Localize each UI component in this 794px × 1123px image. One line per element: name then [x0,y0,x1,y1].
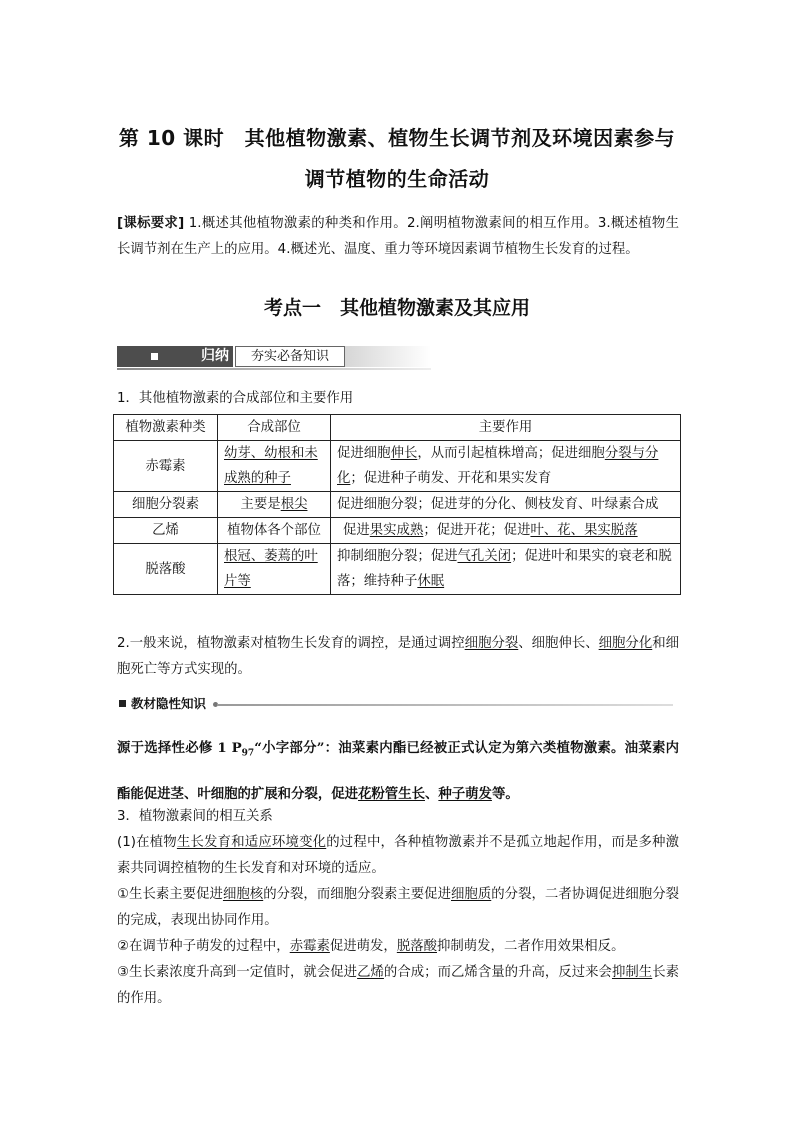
text-run: ；促进种子萌发、开花和果实发育 [350,471,552,486]
summary-sublabel: 夯实必备知识 [235,346,345,367]
hidden-knowledge-label: 教材隐性知识 [131,696,207,711]
site-prefix: 主要是 [240,497,281,512]
requirement-text: 1.概述其他植物激素的种类和作用。2.阐明植物激素间的相互作用。3.概述植物生长调节剂在生产上的应用。4.概述光、温度、重力等环境因素调节植物生长发育的过程。 [117,216,679,257]
hormone-name: 乙烯 [114,518,218,544]
site-text: 根尖 [280,497,308,512]
square-bullet-icon [119,700,126,707]
hormone-site [218,544,331,595]
hormone-name: 细胞分裂素 [114,492,218,518]
text-run: 长素的作用。 [117,965,680,1006]
text-run: 促进萌发， [329,939,397,954]
text-run: 等。 [491,785,519,802]
underlined-term: 生长发育和适应环境变化 [176,835,327,850]
hormone-function [331,441,681,492]
text-run: ①生长素主要促进 [117,887,223,902]
underlined-term: 脱落酸 [396,939,437,954]
text-run: ③生长素浓度升高到一定值时，就会促进 [117,965,358,980]
hidden-knowledge-banner [117,694,679,714]
page-title-line2: 调节植物的生命活动 [304,167,490,191]
text-run: 促进细胞 [337,446,391,461]
text-run: 的过程中，各种植物激素并不是孤立地起作用，而是多种激素共同调控植物的生长发育和对环境的适应。 [117,835,680,876]
underlined-term: 细胞分化 [598,636,653,651]
text-run: 源于选择性必修 1 P [117,740,242,756]
summary-label: 归纳 [201,348,229,364]
square-bullet-icon [151,353,158,360]
underlined-term: 细胞核 [222,887,264,902]
hormone-name: 脱落酸 [114,544,218,595]
underlined-term: 抑制生 [611,965,653,980]
summary-banner [117,346,431,370]
text-run: 抑制细胞分裂；促进 [337,549,458,564]
underlined-term: 气孔关闭 [457,549,512,564]
requirement-tag: [课标要求] [117,216,185,231]
curriculum-requirement [117,211,679,263]
text-run: ；促进开花；促进 [423,523,531,538]
text-run: “小字部分”：油菜素内酯已经被正式认定为第六类植物激素。油菜素内酯能促进茎、叶细胞的扩展和分裂，促进 [117,740,679,802]
hormone-function [331,544,681,595]
text-run: 的分裂，而细胞分裂素主要促进 [263,887,451,902]
hormone-site [218,492,331,518]
banner-rule [217,704,673,706]
table-header: 合成部位 [218,415,331,441]
para3-line [117,882,679,934]
underlined-term: 叶、花、果实脱落 [530,523,638,538]
hormone-name: 赤霉素 [114,441,218,492]
page-title-line1: 第 10 课时 其他植物激素、植物生长调节剂及环境因素参与 [118,126,676,150]
text-run: 和细胞死亡等方式实现的。 [117,636,680,677]
table-header: 植物激素种类 [114,415,218,441]
text-run: ，从而引起植株增高；促进细胞 [417,446,605,461]
para3-line [117,960,679,1012]
hormone-site [218,441,331,492]
table-row [114,544,681,595]
text-run: (1)在植物 [117,835,177,850]
underlined-term: 花粉管生长 [358,785,425,802]
para3-line [117,830,679,882]
text-run: 、 [424,785,439,802]
paragraph-3 [117,804,679,1012]
hidden-knowledge-text [117,728,679,814]
heading-3: 3．植物激素间的相互关系 [117,809,273,824]
underlined-term: 细胞质 [451,887,492,902]
text-run: 促进 [343,523,370,538]
underlined-term: 休眠 [417,574,445,589]
summary-label-box [117,346,233,367]
underlined-term: 乙烯 [357,965,384,980]
text-run: ；促进叶和果实的衰老和脱落；维持种子 [337,549,672,589]
hormone-function [331,492,681,518]
text-run: 2.一般来说，植物激素对植物生长发育的调控，是通过调控 [117,636,465,651]
heading-1: 1．其他植物激素的合成部位和主要作用 [117,391,354,406]
hormone-function [331,518,681,544]
para3-line [117,934,679,960]
underlined-term: 细胞分裂 [464,636,519,651]
underlined-term: 伸长 [390,446,418,461]
hormone-site: 植物体各个部位 [218,518,331,544]
site-text: 幼芽、幼根和未成熟的种子 [224,446,318,486]
underlined-term: 果实成熟 [369,523,424,538]
underlined-term: 分裂与分化 [337,446,659,486]
text-run: 的分裂，二者协调促进细胞分裂的完成，表现出协同作用。 [117,887,680,928]
table-header: 主要作用 [331,415,681,441]
table-row [114,518,681,544]
text-run: 促进细胞分裂；促进芽的分化、侧枝发育、叶绿素合成 [337,497,659,512]
table-header-row [114,415,681,441]
hormone-table [113,414,681,595]
site-text: 根冠、萎蔫的叶片等 [224,549,318,589]
banner-shade [345,346,431,367]
text-run: 的合成；而乙烯含量的升高，反过来会 [383,965,612,980]
text-run: 97 [241,748,255,759]
underlined-term: 种子萌发 [438,785,492,802]
table-row [114,492,681,518]
banner-underline [117,368,431,370]
underlined-term: 赤霉素 [289,939,330,954]
paragraph-2 [117,631,679,683]
text-run: 抑制萌发，二者作用效果相反。 [437,939,625,954]
section-title: 考点一 其他植物激素及其应用 [263,297,530,319]
table-row [114,441,681,492]
text-run: 、细胞伸长、 [518,636,599,651]
text-run: ②在调节种子萌发的过程中， [117,939,290,954]
